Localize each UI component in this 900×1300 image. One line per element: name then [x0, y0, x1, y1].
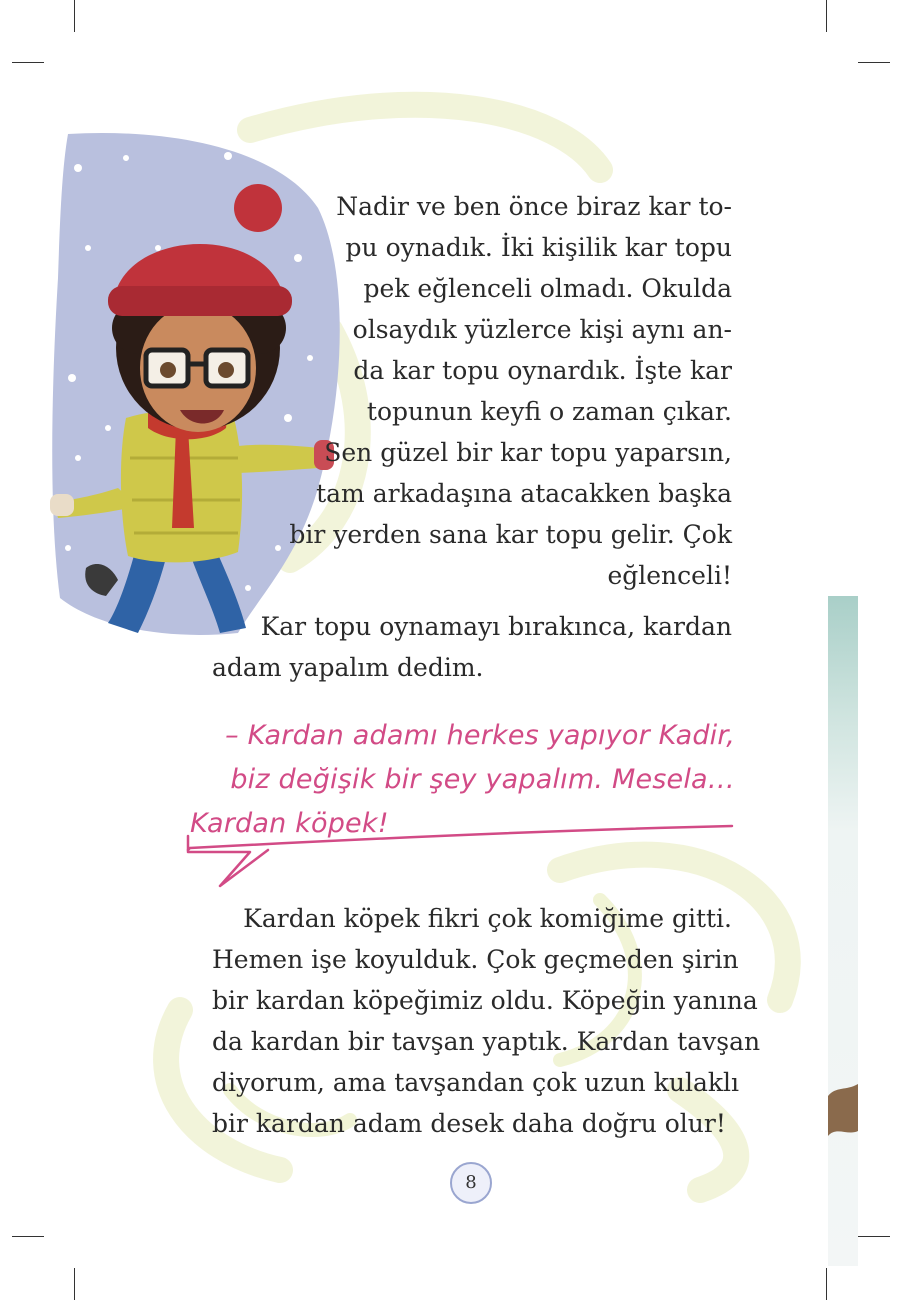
text-line: bir kardan adam desek daha doğru olur! [212, 1109, 726, 1138]
text-line: adam yapalım dedim. [212, 653, 484, 682]
text-line: tam arkadaşına atacakken başka [316, 479, 732, 508]
text-line: Kar topu oynamayı bırakınca, kardan [260, 612, 732, 641]
text-line: bir kardan köpeğimiz oldu. Köpeğin yanına [212, 986, 758, 1015]
text-line: da kardan bir tavşan yaptık. Kardan tavşan [212, 1027, 761, 1056]
crop-mark [12, 62, 44, 63]
next-page-strip [828, 596, 858, 1266]
text-line: pek eğlenceli olmadı. Okulda [363, 274, 732, 303]
text-line: Kardan köpek fikri çok komiğime gitti. [243, 904, 732, 933]
crop-mark [858, 62, 890, 63]
crop-mark [74, 0, 75, 32]
text-line: da kar topu oynardık. İşte kar [353, 356, 732, 385]
crop-mark [12, 1236, 44, 1237]
crop-mark [826, 1268, 827, 1300]
text-line: olsaydık yüzlerce kişi aynı an- [352, 315, 732, 344]
text-line: Sen güzel bir kar topu yaparsın, [324, 438, 732, 467]
crop-mark [74, 1268, 75, 1300]
crop-mark [858, 1236, 890, 1237]
page-number: 8 [450, 1162, 492, 1204]
text-line: diyorum, ama tavşandan çok uzun kulaklı [212, 1068, 740, 1097]
text-line: bir yerden sana kar topu gelir. Çok [289, 520, 732, 549]
crop-mark [826, 0, 827, 32]
bubble-line: Kardan köpek! [190, 808, 389, 839]
paragraph-3 [212, 898, 761, 1144]
bubble-line: biz değişik bir şey yapalım. Mesela… [230, 764, 735, 795]
text-line: eğlenceli! [607, 561, 732, 590]
text-line: Hemen işe koyulduk. Çok geçmeden şirin [212, 945, 739, 974]
paragraph-1 [262, 186, 732, 596]
text-line: topunun keyfi o zaman çıkar. [366, 397, 732, 426]
text-line: pu oynadık. İki kişilik kar topu [345, 233, 732, 262]
bubble-line: – Kardan adamı herkes yapıyor Kadir, [225, 720, 735, 751]
paragraph-2 [212, 606, 732, 688]
speech-bubble-outline [180, 818, 740, 898]
text-line: Nadir ve ben önce biraz kar to- [336, 192, 732, 221]
